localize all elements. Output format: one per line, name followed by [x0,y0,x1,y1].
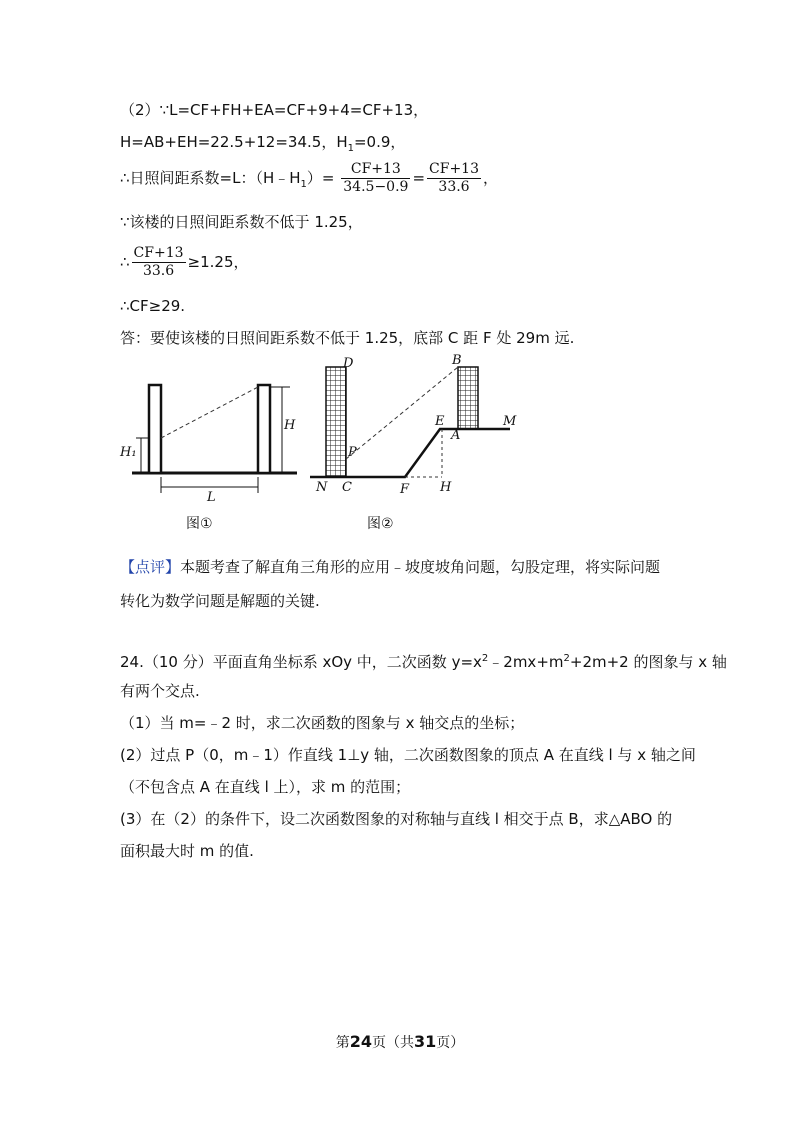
line-text: 答：要使该楼的日照间距系数不低于 1.25，底部 C 距 F 处 29m 远. [120,329,575,347]
label-b: B [452,353,462,368]
problem-24-part-1 [120,712,524,734]
label-p: P [348,445,357,460]
right-building [258,385,270,473]
problem-24-line-2 [120,680,200,702]
label-h-fig2: H [440,480,452,495]
problem-text: (3）在（2）的条件下，设二次函数图象的对称轴与直线 l 相交于点 B，求△ABO 的 [120,810,673,828]
label-c: C [342,480,352,495]
fraction [341,161,410,196]
fraction [132,245,186,280]
line-text: ∴日照间距系数=L：（H﹣H [120,169,301,187]
label-h: H [284,418,296,433]
total-pages: 31 [414,1032,437,1051]
solution-line-6 [120,296,185,316]
problem-text: ﹣2mx+m [488,653,564,671]
figure-1 [132,385,297,493]
fraction [427,161,481,196]
footer-post: 页） [436,1035,465,1051]
left-building [149,385,161,473]
problem-24-part-2b [120,776,410,798]
line-text: ≥1.25， [187,253,249,271]
figure-1-caption: 图① [186,516,213,532]
comment-tag: 【点评】 [120,558,181,576]
problem-text: +2m+2 的图象与 x 轴 [569,653,727,671]
line-text: ， [483,169,499,187]
label-n: N [316,480,328,495]
problem-text: 面积最大时 m 的值. [120,842,254,860]
page-number: 24 [349,1032,372,1051]
solution-line-2 [120,132,405,159]
line-text: ∴CF≥29. [120,297,186,315]
comment-text: 本题考查了解直角三角形的应用﹣坡度坡角问题，勾股定理，将实际问题 [180,558,661,576]
label-m: M [503,414,517,429]
label-l: L [207,490,216,505]
problem-24-part-3a [120,808,672,830]
problem-24-line-1 [120,648,727,673]
problem-text: （1）当 m=﹣2 时，求二次函数的图象与 x 轴交点的坐标； [120,714,525,732]
subscript: 1 [347,143,354,154]
line-text: =0.9， [353,133,406,151]
denominator: 33.6 [438,179,470,195]
label-d: D [343,356,354,371]
comment-line-2 [120,590,320,612]
line-text: （2）∵L=CF+FH+EA=CF+9+4=CF+13， [120,101,429,119]
superscript: 2 [481,653,489,664]
answer-line [120,328,574,348]
comment-line-1 [120,556,660,578]
figure-2 [310,367,510,477]
line-text: H=AB+EH=22.5+12=34.5，H [120,133,348,151]
problem-text: 有两个交点. [120,682,200,700]
label-a: A [451,428,461,443]
problem-24-part-3b [120,840,254,862]
problem-24-part-2a [120,744,696,766]
denominator: 34.5−0.9 [343,179,409,195]
problem-text: 24.（10 分）平面直角坐标系 xOy 中，二次函数 y=x [120,653,482,671]
label-f: F [400,482,410,497]
tower-left [326,367,346,477]
numerator: CF+13 [133,245,184,261]
solution-line-4 [120,212,363,232]
label-h1: H₁ [120,445,137,460]
line-text: ∴ [120,253,130,271]
tower-right [458,367,478,429]
label-e: E [435,414,445,429]
footer-mid: 页（共 [372,1035,414,1051]
denominator: 33.6 [142,263,175,279]
equals: = [412,169,426,187]
sun-ray-dashed [161,387,258,438]
subscript: 1 [300,179,307,190]
superscript: 2 [563,653,570,664]
footer-pre: 第 [335,1035,350,1051]
sun-ray-dashed [346,367,461,459]
solution-line-5 [120,244,249,280]
solution-line-1 [120,100,428,120]
line-text: ）= [306,169,335,187]
figure-2-caption: 图② [367,516,394,532]
numerator: CF+13 [341,161,410,179]
line-text: ∵该楼的日照间距系数不低于 1.25， [120,213,363,231]
comment-text: 转化为数学问题是解题的关键. [120,592,320,610]
problem-text: （不包含点 A 在直线 l 上），求 m 的范围； [120,778,411,796]
numerator: CF+13 [429,161,479,177]
page-footer [0,1032,800,1052]
solution-line-3 [120,160,498,203]
problem-text: (2）过点 P（0，m﹣1）作直线 1⊥y 轴，二次函数图象的顶点 A 在直线 l 与 x 轴之间 [120,746,696,764]
